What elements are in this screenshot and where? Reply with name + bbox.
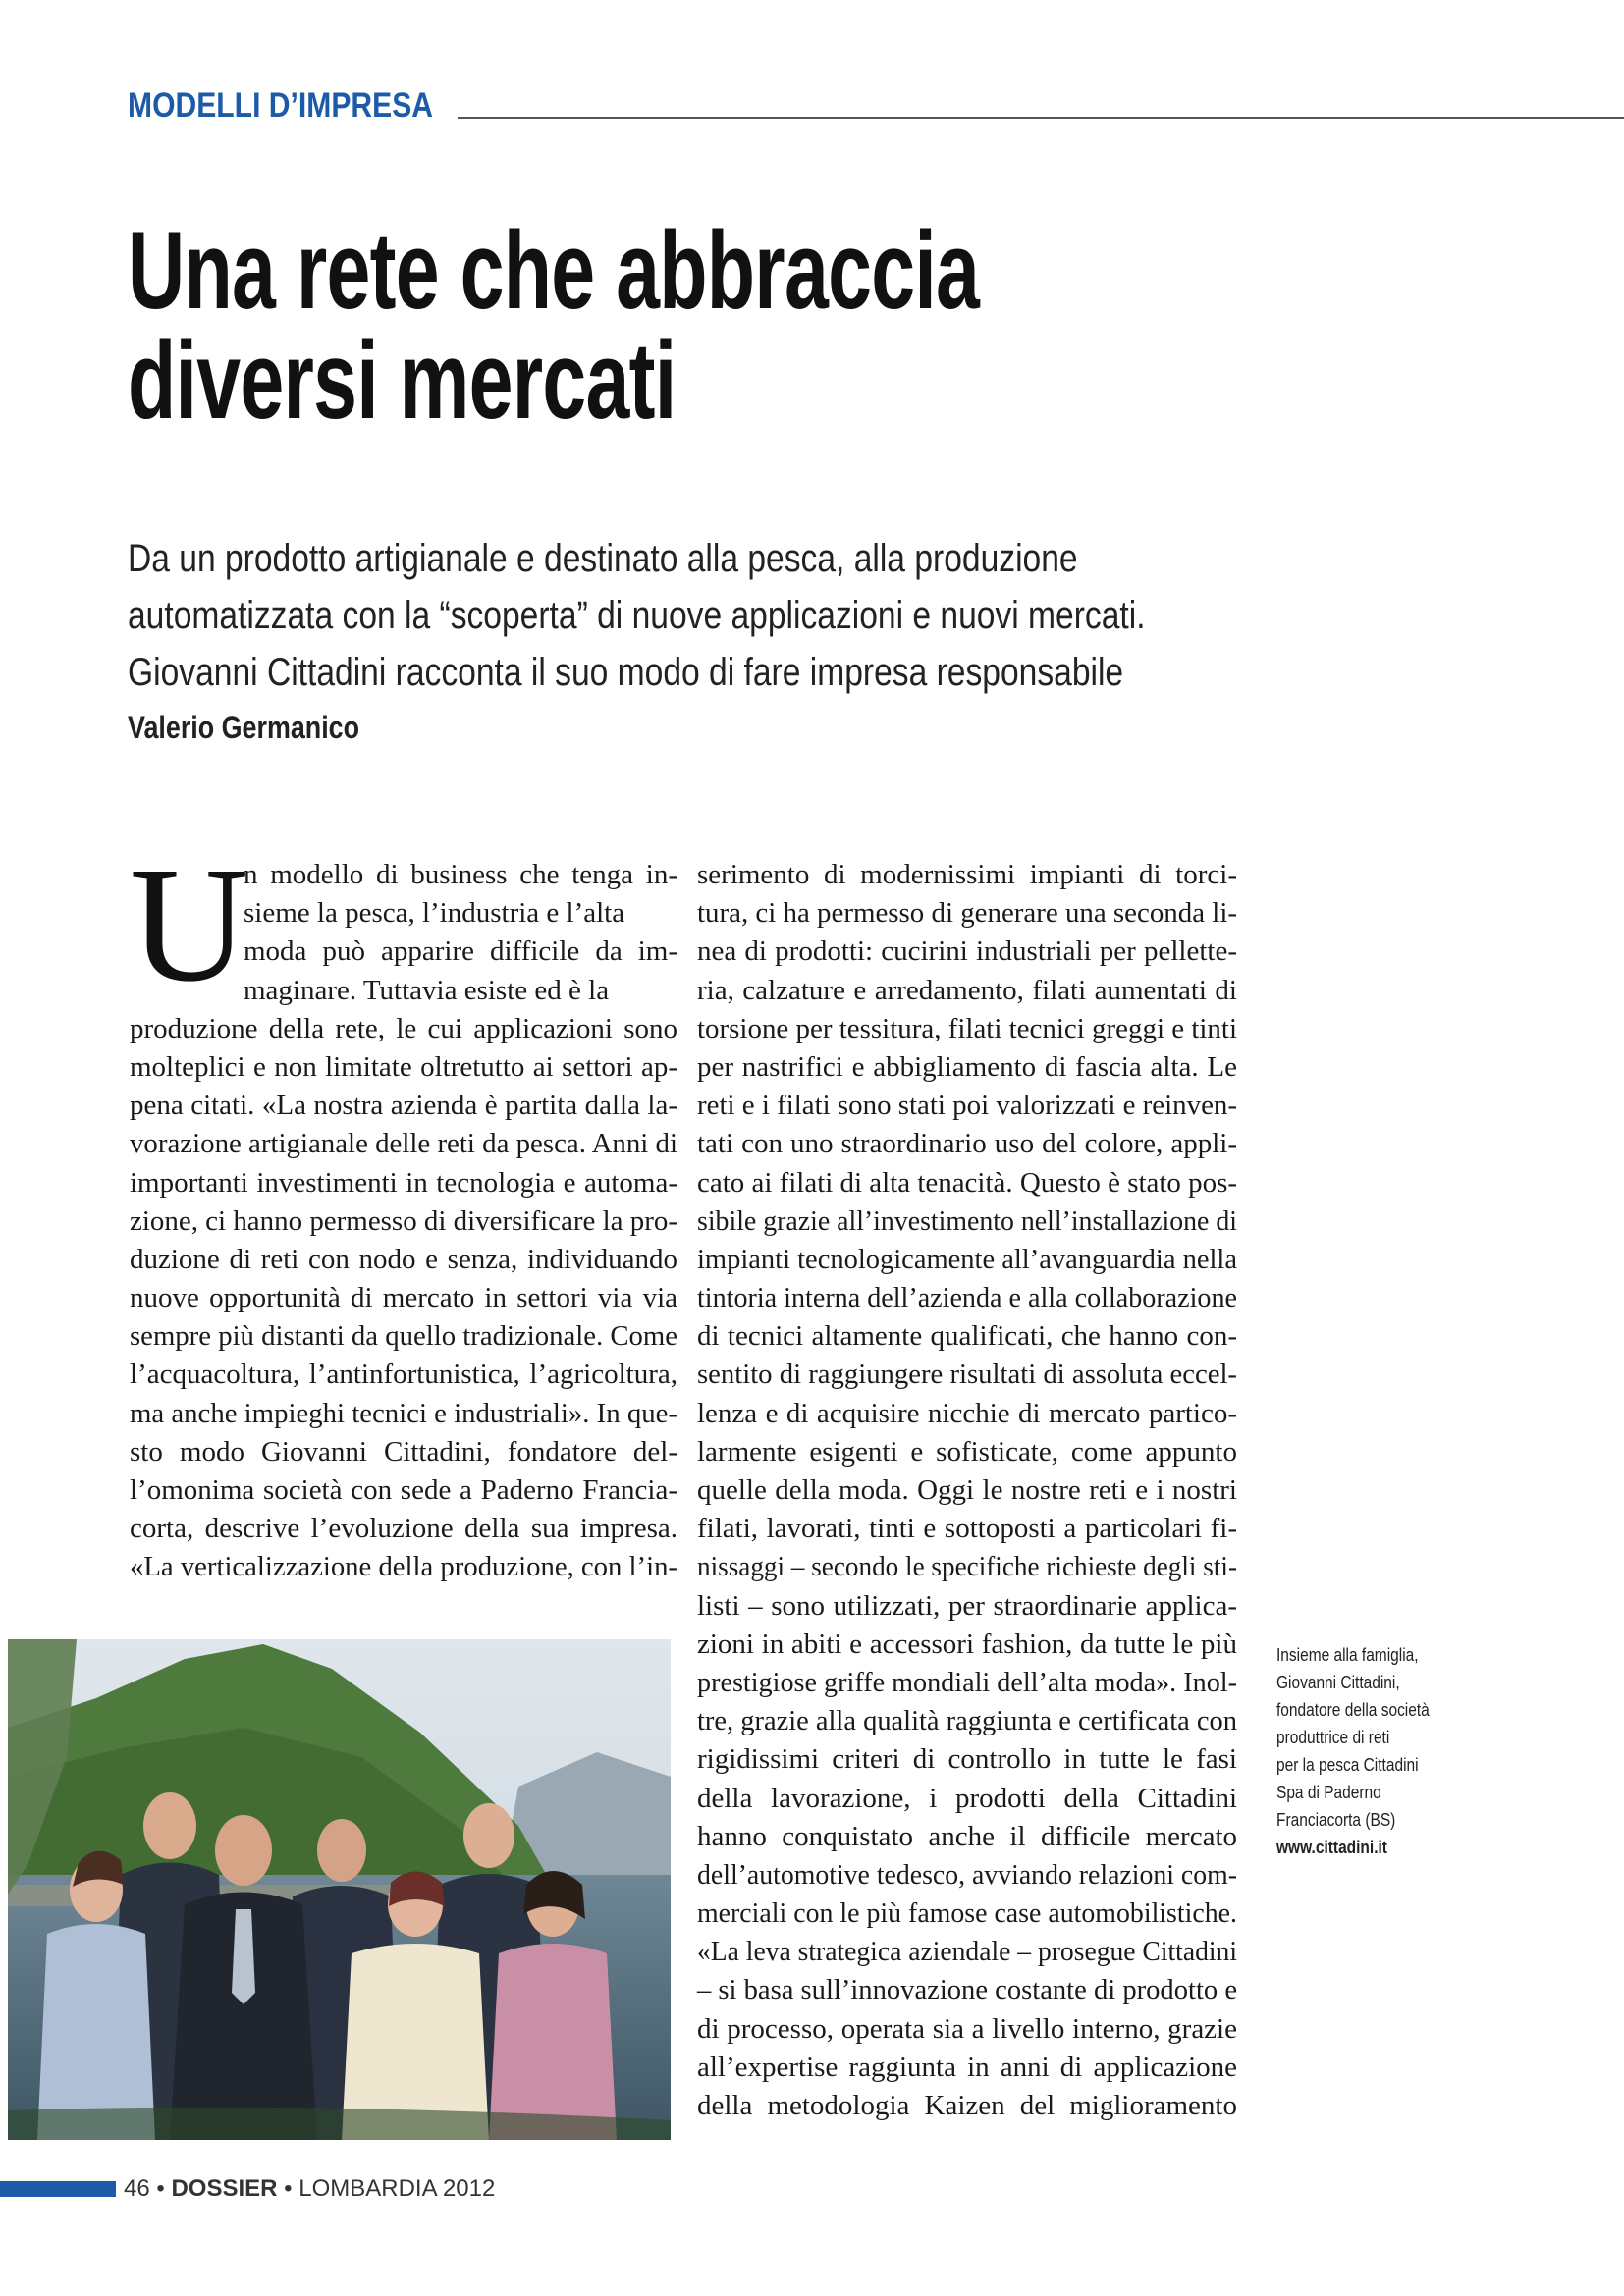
magazine-name: DOSSIER: [171, 2175, 278, 2202]
caption-line: Giovanni Cittadini,: [1276, 1673, 1400, 1692]
body-line: reti e i filati sono stati poi valorizzati e reinven-: [697, 1090, 1237, 1122]
body-line: tura, ci ha permesso di generare una seconda li-: [697, 897, 1237, 930]
body-line: della lavorazione, i prodotti della Cittadini: [697, 1782, 1237, 1814]
body-line: lenza e di acquisire nicchie di mercato partico-: [697, 1397, 1237, 1429]
body-line: impianti tecnologicamente all’avanguardia nella: [697, 1243, 1237, 1275]
body-line: all’expertise raggiunta in anni di applicazione: [697, 2051, 1237, 2083]
body-line: hanno conquistato anche il difficile mercato: [697, 1820, 1237, 1852]
body-line: «La verticalizzazione della produzione, con l’in-: [130, 1551, 677, 1583]
body-line: l’acquacoltura, l’antinfortunistica, l’agricoltura,: [130, 1359, 677, 1391]
header-rule: [458, 117, 1624, 119]
body-line: corta, descrive l’evoluzione della sua impresa.: [130, 1513, 677, 1545]
body-line: n modello di business che tenga in-: [244, 859, 677, 890]
body-line: per nastrifici e abbigliamento di fascia alta. Le: [697, 1050, 1237, 1083]
body-line: pena citati. «La nostra azienda è partita dalla la-: [130, 1090, 677, 1122]
caption-line: Spa di Paderno: [1276, 1783, 1381, 1802]
title-line: Una rete che abbraccia: [128, 209, 980, 332]
body-line: listi – sono utilizzati, per straordinarie applica-: [697, 1589, 1237, 1622]
article-title: [128, 209, 1047, 442]
body-line: zione, ci hanno permesso di diversificare la pro-: [130, 1204, 677, 1237]
footer-separator: •: [156, 2175, 165, 2202]
body-line: nuove opportunità di mercato in settori via via: [130, 1282, 677, 1314]
caption-line: fondatore della società: [1276, 1700, 1430, 1720]
body-line: produzione della rete, le cui applicazioni sono: [130, 1012, 677, 1044]
body-line: larmente esigenti e sofisticate, come appunto: [697, 1435, 1237, 1468]
body-line: quelle della moda. Oggi le nostre reti e i nostri: [697, 1474, 1237, 1506]
body-column-2: [697, 856, 1237, 2125]
body-line: rigidissimi criteri di controllo in tutte le fasi: [697, 1743, 1237, 1776]
body-line: di processo, operata sia a livello interno, grazie: [697, 2012, 1237, 2045]
body-line: maginare. Tuttavia esiste ed è la: [244, 974, 610, 1006]
drop-cap: U: [130, 833, 249, 1016]
caption-line: Franciacorta (BS): [1276, 1810, 1396, 1830]
body-line: merciali con le più famose case automobilistiche.: [697, 1897, 1237, 1930]
caption-line: per la pesca Cittadini: [1276, 1755, 1419, 1775]
body-line: ma anche impieghi tecnici e industriali». In que-: [130, 1397, 677, 1429]
body-line: torsione per tessitura, filati tecnici greggi e tinti: [697, 1012, 1237, 1044]
body-line: sempre più distanti da quello tradizionale. Come: [130, 1320, 677, 1353]
page-footer: [124, 2175, 495, 2203]
body-line: moda può apparire difficile da im-: [244, 935, 677, 968]
standfirst-line: Da un prodotto artigianale e destinato alla pesca, alla produzione: [128, 537, 1078, 580]
caption-line: Insieme alla famiglia,: [1276, 1645, 1419, 1665]
body-line: «La leva strategica aziendale – prosegue Cittadini: [697, 1936, 1237, 1968]
body-line: di tecnici altamente qualificati, che hanno con-: [697, 1320, 1237, 1353]
body-line: nissaggi – secondo le specifiche richieste degli sti-: [697, 1551, 1237, 1583]
body-line: della metodologia Kaizen del miglioramento: [697, 2090, 1237, 2121]
title-line: diversi mercati: [128, 319, 677, 442]
caption-line: produttrice di reti: [1276, 1728, 1390, 1747]
body-line: zioni in abiti e accessori fashion, da tutte le più: [697, 1628, 1237, 1660]
edition-name: LOMBARDIA 2012: [298, 2175, 496, 2202]
body-line: l’omonima società con sede a Paderno Francia-: [130, 1474, 677, 1506]
body-line: sieme la pesca, l’industria e l’alta: [244, 897, 625, 930]
body-line: serimento di modernissimi impianti di torci-: [697, 859, 1237, 890]
standfirst-line: Giovanni Cittadini racconta il suo modo di fare impresa responsabile: [128, 651, 1124, 694]
body-line: ria, calzature e arredamento, filati aumentati di: [697, 974, 1237, 1006]
body-line: tintoria interna dell’azienda e alla collaborazione: [697, 1282, 1237, 1314]
caption-url[interactable]: www.cittadini.it: [1276, 1838, 1387, 1857]
standfirst: [128, 530, 1282, 701]
body-line: molteplici e non limitate oltretutto ai settori ap-: [130, 1050, 677, 1083]
photo-caption: [1276, 1641, 1496, 1861]
body-line: vorazione artigianale delle reti da pesca. Anni di: [130, 1128, 677, 1160]
byline: Valerio Germanico: [128, 710, 360, 745]
body-line: – si basa sull’innovazione costante di prodotto e: [697, 1974, 1237, 2006]
body-line: importanti investimenti in tecnologia e automa-: [130, 1166, 677, 1199]
body-line: dell’automotive tedesco, avviando relazioni com-: [697, 1858, 1237, 1891]
body-line: sentito di raggiungere risultati di assoluta eccel-: [697, 1359, 1237, 1391]
standfirst-line: automatizzata con la “scoperta” di nuove applicazioni e nuovi mercati.: [128, 594, 1146, 637]
footer-separator: •: [284, 2175, 293, 2202]
body-column-1: [130, 856, 677, 1587]
body-line: sibile grazie all’investimento nell’installazione di: [697, 1204, 1237, 1237]
body-line: filati, lavorati, tinti e sottoposti a particolari fi-: [697, 1513, 1237, 1545]
body-line: duzione di reti con nodo e senza, individuando: [130, 1243, 677, 1275]
footer-accent-bar: [0, 2181, 116, 2197]
body-line: cato ai filati di alta tenacità. Questo è stato pos-: [697, 1166, 1237, 1199]
page-number: 46: [124, 2175, 150, 2202]
body-line: sto modo Giovanni Cittadini, fondatore del-: [130, 1435, 677, 1468]
body-line: prestigiose griffe mondiali dell’alta moda». Inol-: [697, 1666, 1237, 1698]
body-line: tati con uno straordinario uso del colore, appli-: [697, 1128, 1237, 1160]
body-line: tre, grazie alla qualità raggiunta e certificata con: [697, 1705, 1237, 1737]
section-label: MODELLI D’IMPRESA: [128, 86, 434, 125]
family-photo-image: [8, 1639, 671, 2140]
family-photo: [8, 1639, 671, 2140]
body-line: nea di prodotti: cucirini industriali per pellette-: [697, 935, 1237, 968]
